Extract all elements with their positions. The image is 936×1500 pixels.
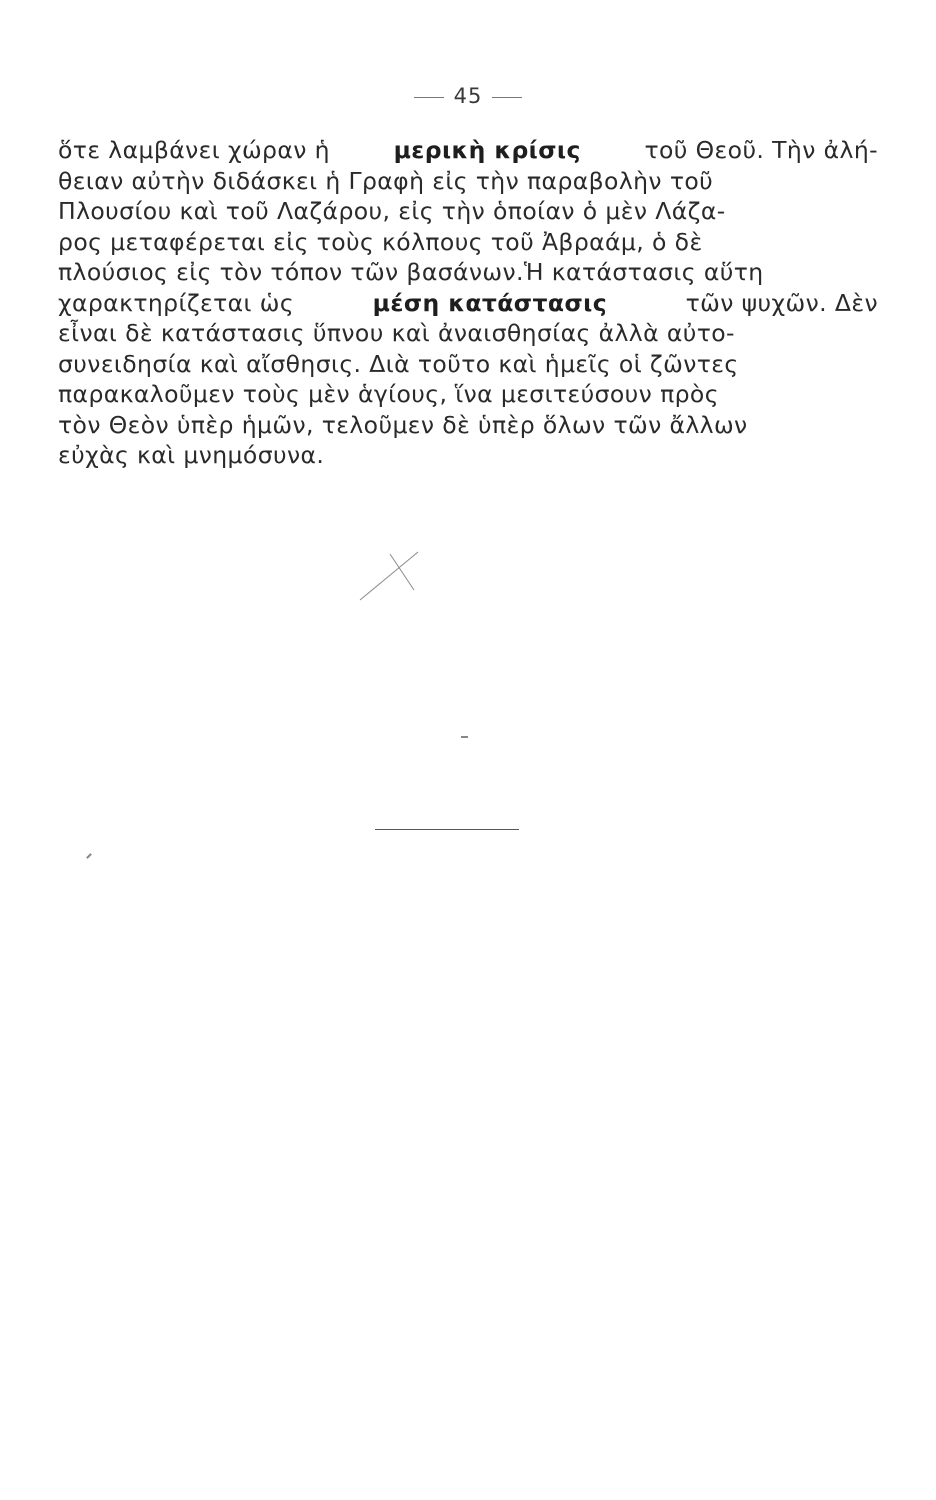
text-segment: παρακαλοῦμεν τοὺς μὲν ἁγίους, ἵνα μεσιτεύσουν πρὸς bbox=[58, 380, 719, 408]
text-line bbox=[58, 167, 878, 198]
ink-speck bbox=[86, 853, 92, 859]
text-segment: εἶναι δὲ κατάστασις ὕπνου καὶ ἀναισθησίας ἀλλὰ αὐτο- bbox=[58, 319, 735, 347]
ink-speck bbox=[461, 736, 468, 738]
end-rule bbox=[375, 829, 519, 830]
text-line bbox=[58, 258, 878, 289]
text-segment: συνειδησία καὶ αἴσθησις. Διὰ τοῦτο καὶ ἡμεῖς οἱ ζῶντες bbox=[58, 349, 739, 378]
text-line bbox=[58, 380, 878, 411]
page-number-right-dash bbox=[492, 97, 522, 98]
body-text bbox=[58, 136, 878, 472]
text-segment: πλούσιος εἰς τὸν τόπον τῶν βασάνων.Ἡ κατάστασις αὕτη bbox=[58, 258, 764, 286]
text-line bbox=[58, 228, 878, 259]
text-segment: ὅτε λαμβάνει χώραν ἡ bbox=[58, 136, 330, 164]
text-line bbox=[58, 319, 878, 350]
text-line bbox=[58, 411, 878, 442]
page-number-left-dash bbox=[414, 97, 444, 98]
emphasis-text: μέση κατάστασις bbox=[372, 288, 608, 317]
text-segment: εὐχὰς καὶ μνημόσυνα. bbox=[58, 441, 325, 469]
text-segment: χαρακτηρίζεται ὡς bbox=[58, 288, 295, 317]
text-segment: τῶν ψυχῶν. Δὲν bbox=[685, 288, 878, 317]
text-segment: θειαν αὐτὴν διδάσκει ἡ Γραφὴ εἰς τὴν παραβολὴν τοῦ bbox=[58, 166, 714, 195]
text-line bbox=[58, 441, 878, 472]
text-segment: Πλουσίου καὶ τοῦ Λαζάρου, εἰς τὴν ὁποίαν ὁ μὲν Λάζα- bbox=[58, 197, 726, 225]
text-segment: τὸν Θεὸν ὑπὲρ ἡμῶν, τελοῦμεν δὲ ὑπὲρ ὅλων τῶν ἄλλων bbox=[58, 410, 748, 439]
emphasis-text: μερικὴ κρίσις bbox=[393, 136, 581, 164]
page-number-value: 45 bbox=[453, 84, 483, 108]
text-segment: ρος μεταφέρεται εἰς τοὺς κόλπους τοῦ Ἀβραάμ, ὁ δὲ bbox=[58, 227, 703, 256]
text-line bbox=[58, 136, 878, 167]
text-line bbox=[58, 197, 878, 228]
page-number bbox=[0, 84, 936, 108]
cross-mark-icon bbox=[352, 550, 422, 605]
text-line bbox=[58, 350, 878, 381]
text-line bbox=[58, 289, 878, 320]
text-segment: τοῦ Θεοῦ. Τὴν ἀλή- bbox=[644, 136, 878, 164]
